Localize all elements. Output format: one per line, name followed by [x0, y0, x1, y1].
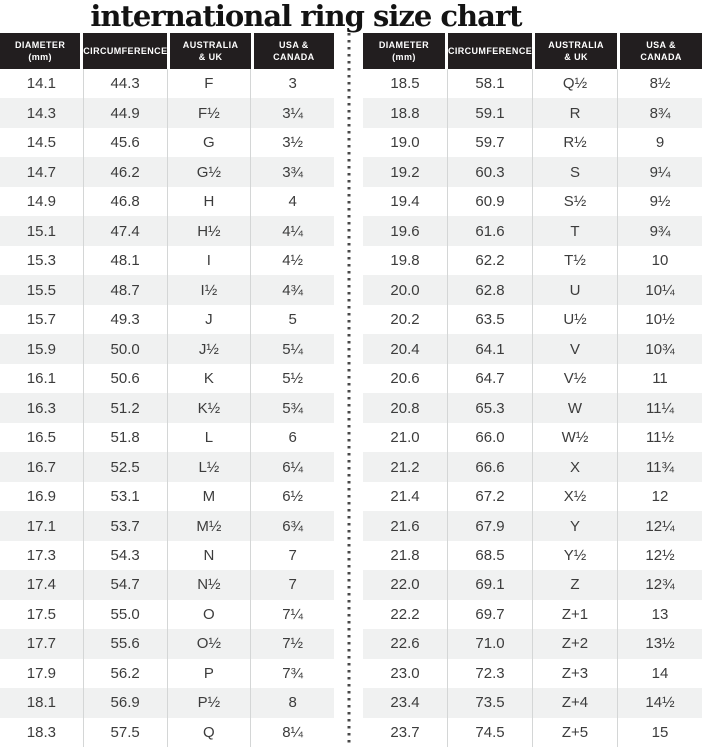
diameter-cell: 20.6 — [363, 364, 448, 393]
usa-canada-cell: 13 — [651, 605, 669, 623]
circumference-cell: 47.4 — [84, 216, 168, 245]
diameter-cell: 21.6 — [363, 511, 448, 540]
circumference-cell: 56.9 — [84, 688, 168, 717]
usa-canada-cell: 5¼ — [282, 340, 304, 358]
diameter-cell: 18.8 — [363, 98, 448, 127]
table-row — [363, 452, 702, 481]
diameter-cell: 20.4 — [363, 334, 448, 363]
table-row — [363, 98, 702, 127]
table-row — [363, 482, 702, 511]
diameter-cell: 14.3 — [0, 98, 84, 127]
diameter-cell: 16.9 — [0, 482, 84, 511]
australia-uk-cell: L — [168, 423, 252, 452]
usa-canada-cell: 10¾ — [645, 340, 675, 358]
australia-uk-cell: K — [168, 364, 252, 393]
table-header-row — [363, 33, 702, 69]
australia-uk-cell: O — [168, 600, 252, 629]
australia-uk-cell: Z+2 — [533, 629, 618, 658]
circumference-cell: 50.6 — [84, 364, 168, 393]
usa-canada-cell: 8½ — [649, 75, 671, 93]
diameter-cell: 14.7 — [0, 157, 84, 186]
circumference-cell: 59.7 — [448, 128, 533, 157]
table-row — [0, 423, 334, 452]
australia-uk-cell: M½ — [168, 511, 252, 540]
australia-uk-cell: S½ — [533, 187, 618, 216]
table-row — [363, 423, 702, 452]
circumference-cell: 54.7 — [84, 570, 168, 599]
diameter-cell: 18.5 — [363, 69, 448, 98]
circumference-cell: 64.1 — [448, 334, 533, 363]
usa-canada-cell: 4¼ — [282, 222, 304, 240]
table-row — [363, 393, 702, 422]
australia-uk-cell: V½ — [533, 364, 618, 393]
table-row — [363, 216, 702, 245]
table-row — [0, 718, 334, 747]
table-row — [0, 541, 334, 570]
circumference-cell: 48.7 — [84, 275, 168, 304]
australia-uk-cell: W — [533, 393, 618, 422]
australia-uk-cell: X½ — [533, 482, 618, 511]
table-row — [0, 688, 334, 717]
diameter-cell: 17.4 — [0, 570, 84, 599]
diameter-cell: 22.0 — [363, 570, 448, 599]
table-row — [0, 629, 334, 658]
australia-uk-cell: K½ — [168, 393, 252, 422]
circumference-cell: 67.9 — [448, 511, 533, 540]
diameter-cell: 22.2 — [363, 600, 448, 629]
circumference-cell: 49.3 — [84, 305, 168, 334]
australia-uk-cell: P½ — [168, 688, 252, 717]
usa-canada-cell: 11¾ — [645, 458, 675, 476]
table-row — [363, 128, 702, 157]
australia-uk-cell: I — [168, 246, 252, 275]
circumference-cell: 71.0 — [448, 629, 533, 658]
australia-uk-cell: J½ — [168, 334, 252, 363]
circumference-cell: 51.2 — [84, 393, 168, 422]
table-row — [363, 511, 702, 540]
usa-canada-cell: 6¼ — [282, 458, 304, 476]
diameter-cell: 17.7 — [0, 629, 84, 658]
table-row — [363, 275, 702, 304]
table-body — [363, 69, 702, 747]
diameter-cell: 23.7 — [363, 718, 448, 747]
usa-canada-cell: 9¼ — [649, 163, 671, 181]
diameter-cell: 19.4 — [363, 187, 448, 216]
table-row — [363, 659, 702, 688]
australia-uk-cell: G — [168, 128, 252, 157]
page-title: international ring size chart — [90, 0, 522, 33]
usa-canada-cell: 9¾ — [649, 222, 671, 240]
table-row — [0, 216, 334, 245]
usa-canada-cell: 5½ — [282, 370, 304, 388]
usa-canada-cell: 10¼ — [645, 281, 675, 299]
circumference-cell: 61.6 — [448, 216, 533, 245]
circumference-cell: 55.6 — [84, 629, 168, 658]
usa-canada-cell: 10 — [651, 252, 669, 270]
usa-canada-cell: 3¼ — [282, 104, 304, 122]
usa-canada-cell: 10½ — [645, 311, 675, 329]
circumference-cell: 48.1 — [84, 246, 168, 275]
table-row — [363, 629, 702, 658]
australia-uk-cell: P — [168, 659, 252, 688]
table-row — [0, 659, 334, 688]
diameter-cell: 20.2 — [363, 305, 448, 334]
australia-uk-cell: G½ — [168, 157, 252, 186]
circumference-cell: 58.1 — [448, 69, 533, 98]
table-body — [0, 69, 334, 747]
circumference-cell: 52.5 — [84, 452, 168, 481]
table-row — [363, 69, 702, 98]
circumference-cell: 68.5 — [448, 541, 533, 570]
usa-canada-cell: 12¼ — [645, 517, 675, 535]
column-header-diameter: DIAMETER (mm) — [0, 33, 80, 69]
diameter-cell: 20.0 — [363, 275, 448, 304]
usa-canada-cell: 7½ — [282, 635, 304, 653]
diameter-cell: 16.5 — [0, 423, 84, 452]
circumference-cell: 46.2 — [84, 157, 168, 186]
circumference-cell: 54.3 — [84, 541, 168, 570]
circumference-cell: 45.6 — [84, 128, 168, 157]
circumference-cell: 66.6 — [448, 452, 533, 481]
diameter-cell: 21.2 — [363, 452, 448, 481]
table-row — [0, 275, 334, 304]
usa-canada-cell: 15 — [651, 723, 669, 741]
column-header-usa-canada: USA & CANADA — [251, 33, 334, 69]
table-row — [363, 157, 702, 186]
usa-canada-cell: 3½ — [282, 134, 304, 152]
australia-uk-cell: X — [533, 452, 618, 481]
circumference-cell: 67.2 — [448, 482, 533, 511]
circumference-cell: 66.0 — [448, 423, 533, 452]
diameter-cell: 18.3 — [0, 718, 84, 747]
circumference-cell: 46.8 — [84, 187, 168, 216]
table-row — [0, 69, 334, 98]
diameter-cell: 16.7 — [0, 452, 84, 481]
diameter-cell: 19.2 — [363, 157, 448, 186]
diameter-cell: 16.3 — [0, 393, 84, 422]
circumference-cell: 74.5 — [448, 718, 533, 747]
australia-uk-cell: Q — [168, 718, 252, 747]
diameter-cell: 14.9 — [0, 187, 84, 216]
circumference-cell: 69.7 — [448, 600, 533, 629]
usa-canada-cell: 5¾ — [282, 399, 304, 417]
table-row — [363, 364, 702, 393]
diameter-cell: 20.8 — [363, 393, 448, 422]
australia-uk-cell: W½ — [533, 423, 618, 452]
usa-canada-cell: 7 — [288, 576, 297, 594]
diameter-cell: 15.9 — [0, 334, 84, 363]
table-row — [363, 334, 702, 363]
diameter-cell: 18.1 — [0, 688, 84, 717]
table-row — [0, 393, 334, 422]
australia-uk-cell: J — [168, 305, 252, 334]
table-row — [0, 364, 334, 393]
circumference-cell: 62.8 — [448, 275, 533, 304]
table-header-row — [0, 33, 334, 69]
table-row — [363, 305, 702, 334]
table-row — [363, 541, 702, 570]
circumference-cell: 60.9 — [448, 187, 533, 216]
circumference-cell: 57.5 — [84, 718, 168, 747]
column-header-circumference: CIRCUMFERENCE — [80, 33, 167, 69]
diameter-cell: 17.1 — [0, 511, 84, 540]
diameter-cell: 19.0 — [363, 128, 448, 157]
usa-canada-cell: 6½ — [282, 488, 304, 506]
diameter-cell: 21.0 — [363, 423, 448, 452]
usa-canada-cell: 8 — [288, 694, 297, 712]
australia-uk-cell: L½ — [168, 452, 252, 481]
usa-canada-cell: 6 — [288, 429, 297, 447]
column-header-australia-uk: AUSTRALIA & UK — [532, 33, 617, 69]
usa-canada-cell: 14 — [651, 664, 669, 682]
australia-uk-cell: F — [168, 69, 252, 98]
diameter-cell: 21.8 — [363, 541, 448, 570]
australia-uk-cell: H — [168, 187, 252, 216]
australia-uk-cell: N½ — [168, 570, 252, 599]
australia-uk-cell: R½ — [533, 128, 618, 157]
australia-uk-cell: H½ — [168, 216, 252, 245]
table-row — [0, 570, 334, 599]
circumference-cell: 65.3 — [448, 393, 533, 422]
ring-size-table-left — [0, 33, 334, 747]
table-row — [0, 482, 334, 511]
usa-canada-cell: 12¾ — [645, 576, 675, 594]
australia-uk-cell: Z+1 — [533, 600, 618, 629]
table-row — [363, 688, 702, 717]
column-header-usa-canada: USA & CANADA — [617, 33, 702, 69]
usa-canada-cell: 8¾ — [649, 104, 671, 122]
australia-uk-cell: Z+3 — [533, 659, 618, 688]
australia-uk-cell: Z+5 — [533, 718, 618, 747]
australia-uk-cell: Y — [533, 511, 618, 540]
usa-canada-cell: 13½ — [645, 635, 675, 653]
table-row — [363, 718, 702, 747]
usa-canada-cell: 7¾ — [282, 664, 304, 682]
circumference-cell: 53.7 — [84, 511, 168, 540]
circumference-cell: 63.5 — [448, 305, 533, 334]
diameter-cell: 15.3 — [0, 246, 84, 275]
diameter-cell: 21.4 — [363, 482, 448, 511]
diameter-cell: 17.9 — [0, 659, 84, 688]
australia-uk-cell: I½ — [168, 275, 252, 304]
usa-canada-cell: 11½ — [645, 429, 675, 447]
circumference-cell: 51.8 — [84, 423, 168, 452]
usa-canada-cell: 7 — [288, 546, 297, 564]
diameter-cell: 15.1 — [0, 216, 84, 245]
table-row — [0, 98, 334, 127]
diameter-cell: 17.5 — [0, 600, 84, 629]
column-header-diameter: DIAMETER (mm) — [363, 33, 445, 69]
diameter-cell: 17.3 — [0, 541, 84, 570]
circumference-cell: 69.1 — [448, 570, 533, 599]
ring-size-table-right — [363, 33, 702, 747]
circumference-cell: 53.1 — [84, 482, 168, 511]
australia-uk-cell: R — [533, 98, 618, 127]
diameter-cell: 16.1 — [0, 364, 84, 393]
usa-canada-cell: 4 — [288, 193, 297, 211]
table-row — [0, 600, 334, 629]
australia-uk-cell: Z+4 — [533, 688, 618, 717]
dotted-divider — [334, 33, 363, 747]
usa-canada-cell: 9 — [655, 134, 665, 152]
usa-canada-cell: 4¾ — [282, 281, 304, 299]
usa-canada-cell: 11 — [652, 370, 668, 388]
australia-uk-cell: F½ — [168, 98, 252, 127]
table-row — [0, 511, 334, 540]
usa-canada-cell: 6¾ — [282, 517, 304, 535]
usa-canada-cell: 14½ — [645, 694, 675, 712]
diameter-cell: 14.1 — [0, 69, 84, 98]
table-row — [363, 570, 702, 599]
australia-uk-cell: V — [533, 334, 618, 363]
diameter-cell: 23.4 — [363, 688, 448, 717]
circumference-cell: 62.2 — [448, 246, 533, 275]
table-row — [363, 246, 702, 275]
usa-canada-cell: 3 — [288, 75, 297, 93]
circumference-cell: 44.3 — [84, 69, 168, 98]
table-row — [363, 187, 702, 216]
australia-uk-cell: Y½ — [533, 541, 618, 570]
australia-uk-cell: Z — [533, 570, 618, 599]
diameter-cell: 22.6 — [363, 629, 448, 658]
circumference-cell: 44.9 — [84, 98, 168, 127]
table-row — [0, 187, 334, 216]
circumference-cell: 56.2 — [84, 659, 168, 688]
column-header-australia-uk: AUSTRALIA & UK — [167, 33, 250, 69]
diameter-cell: 15.7 — [0, 305, 84, 334]
circumference-cell: 59.1 — [448, 98, 533, 127]
usa-canada-cell: 12½ — [645, 546, 675, 564]
usa-canada-cell: 7¼ — [282, 605, 304, 623]
australia-uk-cell: T — [533, 216, 618, 245]
usa-canada-cell: 8¼ — [282, 723, 304, 741]
australia-uk-cell: Q½ — [533, 69, 618, 98]
australia-uk-cell: O½ — [168, 629, 252, 658]
table-row — [363, 600, 702, 629]
usa-canada-cell: 11¼ — [645, 399, 675, 417]
circumference-cell: 72.3 — [448, 659, 533, 688]
diameter-cell: 19.8 — [363, 246, 448, 275]
diameter-cell: 15.5 — [0, 275, 84, 304]
table-row — [0, 128, 334, 157]
circumference-cell: 55.0 — [84, 600, 168, 629]
table-row — [0, 246, 334, 275]
usa-canada-cell: 12 — [651, 488, 669, 506]
australia-uk-cell: N — [168, 541, 252, 570]
diameter-cell: 14.5 — [0, 128, 84, 157]
circumference-cell: 64.7 — [448, 364, 533, 393]
usa-canada-cell: 5 — [288, 311, 297, 329]
ring-size-chart — [0, 33, 702, 747]
table-row — [0, 334, 334, 363]
australia-uk-cell: U½ — [533, 305, 618, 334]
circumference-cell: 50.0 — [84, 334, 168, 363]
australia-uk-cell: U — [533, 275, 618, 304]
australia-uk-cell: S — [533, 157, 618, 186]
table-row — [0, 157, 334, 186]
diameter-cell: 19.6 — [363, 216, 448, 245]
australia-uk-cell: M — [168, 482, 252, 511]
table-row — [0, 452, 334, 481]
table-row — [0, 305, 334, 334]
circumference-cell: 60.3 — [448, 157, 533, 186]
australia-uk-cell: T½ — [533, 246, 618, 275]
column-header-circumference: CIRCUMFERENCE — [445, 33, 532, 69]
usa-canada-cell: 3¾ — [282, 163, 304, 181]
usa-canada-cell: 9½ — [649, 193, 671, 211]
diameter-cell: 23.0 — [363, 659, 448, 688]
usa-canada-cell: 4½ — [282, 252, 304, 270]
circumference-cell: 73.5 — [448, 688, 533, 717]
